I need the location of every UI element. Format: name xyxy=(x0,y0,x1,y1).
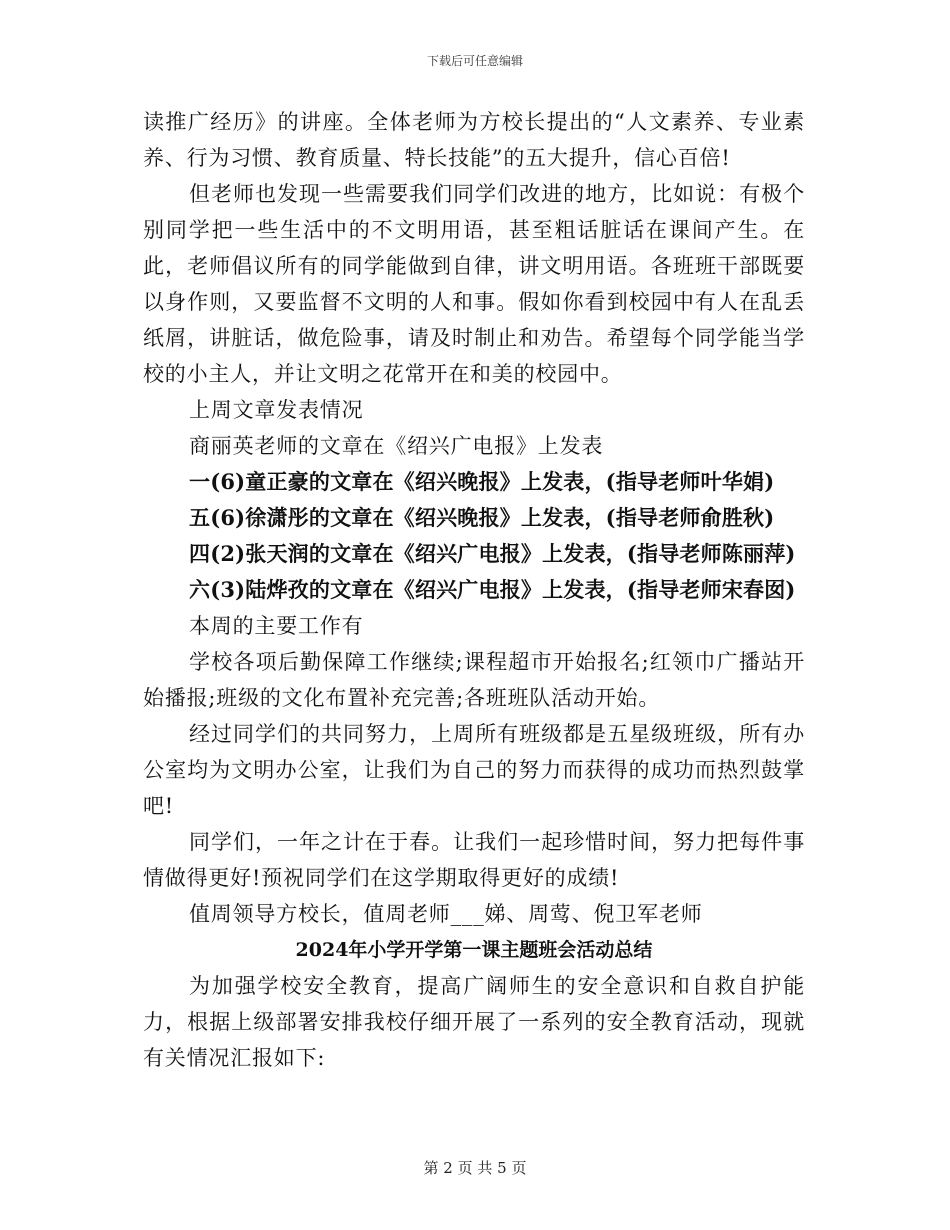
paragraph-teacher-publication: 商丽英老师的文章在《绍兴广电报》上发表 xyxy=(189,434,604,458)
page-number: 第 2 页 共 5 页 xyxy=(423,1159,527,1177)
page-header: 下载后可任意编辑 xyxy=(426,54,523,68)
paragraph-star-classes: 经过同学们的共同努力，上周所有班级都是五星级班级，所有办公室均为文明办公室，让我们为自己的努力而获得的成功而热烈鼓掌吧! xyxy=(143,722,805,818)
paragraph-weekly-work-heading: 本周的主要工作有 xyxy=(189,614,364,638)
paragraph-student-publication: 五(6)徐潇彤的文章在《绍兴晚报》上发表，(指导老师俞胜秋) xyxy=(189,505,775,530)
paragraph-publication-heading: 上周文章发表情况 xyxy=(189,398,364,422)
paragraph-civility-appeal: 但老师也发现一些需要我们同学们改进的地方，比如说：有极个别同学把一些生活中的不文明用语，甚至粗话脏话在课间产生。在此，老师倡议所有的同学能做到自律，讲文明用语。各班班干部既要以身作则，又要监督不文明的人和事。假如你看到校园中有人在乱丢纸屑，讲脏话，做危险事，请及时制止和劝告。希望每个同学能当学校的小主人，并让文明之花常开在和美的校园中。 xyxy=(143,182,805,386)
paragraph-safety-education: 为加强学校安全教育，提高广阔师生的安全意识和自救自护能力，根据上级部署安排我校仔细开展了一系列的安全教育活动，现就有关情况汇报如下: xyxy=(143,974,805,1070)
paragraph-student-publication: 六(3)陆烨孜的文章在《绍兴广电报》上发表，(指导老师宋春囡) xyxy=(189,577,796,602)
paragraph-student-publication: 一(6)童正豪的文章在《绍兴晚报》上发表，(指导老师叶华娟) xyxy=(189,469,775,494)
paragraph-student-publication: 四(2)张天润的文章在《绍兴广电报》上发表，(指导老师陈丽萍) xyxy=(189,541,796,566)
paragraph-weekly-work: 学校各项后勤保障工作继续;课程超市开始报名;红领巾广播站开始播报;班级的文化布置补充完善;各班班队活动开始。 xyxy=(143,650,805,710)
paragraph-lecture-continuation: 读推广经历》的讲座。全体老师为方校长提出的“人文素养、专业素养、行为习惯、教育质量、特长技能”的五大提升，信心百倍! xyxy=(143,110,805,170)
section-title: 2024年小学开学第一课主题班会活动总结 xyxy=(295,939,653,961)
paragraph-spring-wishes: 同学们，一年之计在于春。让我们一起珍惜时间，努力把每件事情做得更好!预祝同学们在这学期取得更好的成绩! xyxy=(143,830,805,890)
paragraph-duty-staff: 值周领导方校长，值周老师___娣、周莺、倪卫军老师 xyxy=(189,902,703,926)
document-body xyxy=(143,104,805,1076)
